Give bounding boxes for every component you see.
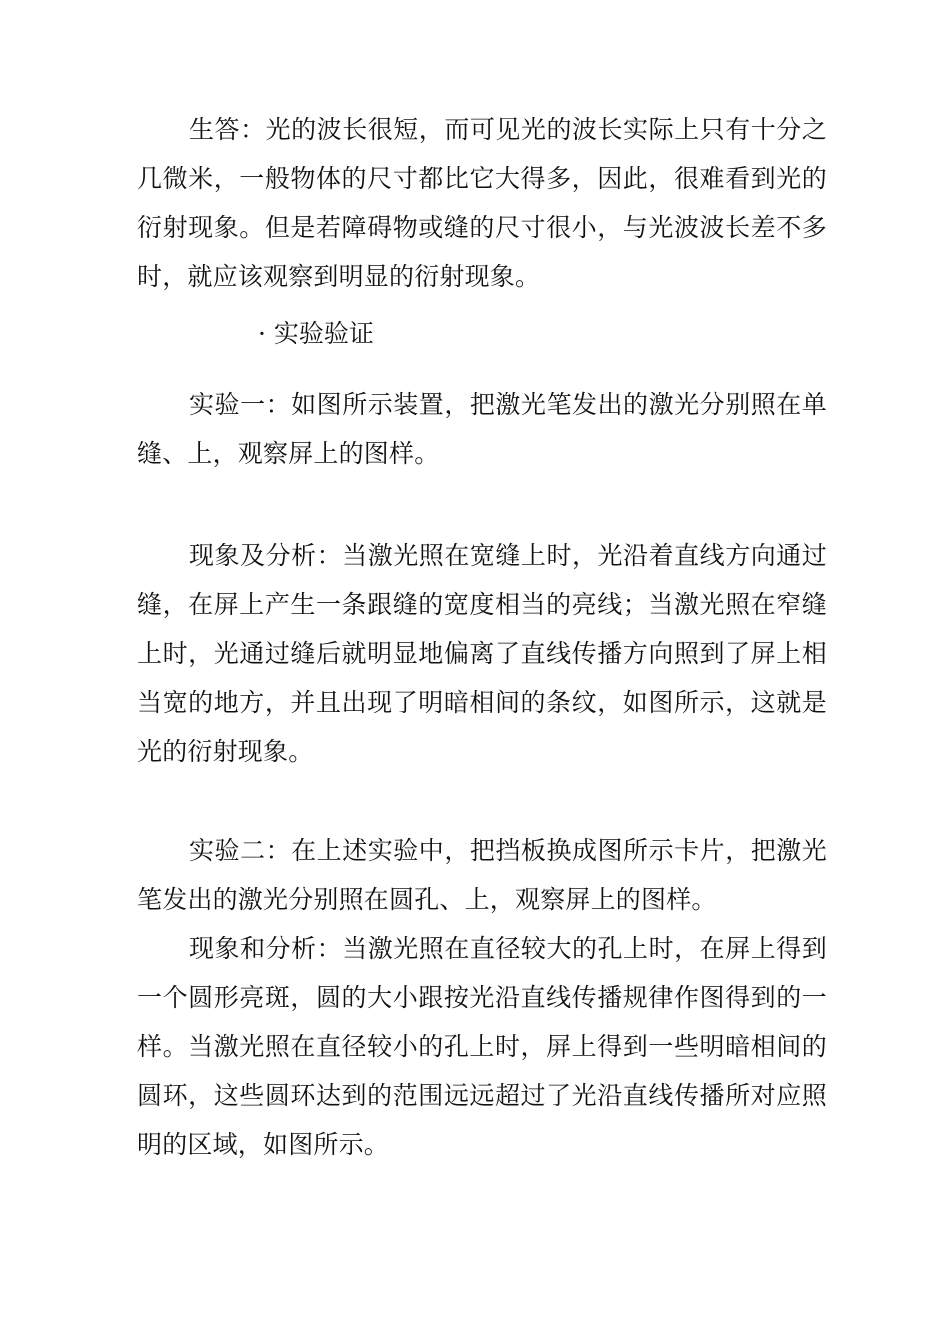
paragraph-experiment-one: 实验一：如图所示装置，把激光笔发出的激光分别照在单缝、上，观察屏上的图样。 [137, 390, 827, 468]
section-heading-experiment-verification: · 实验验证 [258, 319, 374, 348]
paragraph-experiment-two: 实验二：在上述实验中，把挡板换成图所示卡片，把激光笔发出的激光分别照在圆孔、上，观察屏上的图样。 [137, 836, 827, 914]
paragraph-phenomenon-analysis-two: 现象和分析：当激光照在直径较大的孔上时，在屏上得到一个圆形亮斑，圆的大小跟按光沿直线传播规律作图得到的一样。当激光照在直径较小的孔上时，屏上得到一些明暗相间的圆环，这些圆环达到的范围远远超过了光沿直线传播所对应照明的区域，如图所示。 [137, 934, 827, 1159]
paragraph-phenomenon-analysis-one: 现象及分析：当激光照在宽缝上时，光沿着直线方向通过缝，在屏上产生一条跟缝的宽度相当的亮线；当激光照在窄缝上时，光通过缝后就明显地偏离了直线传播方向照到了屏上相当宽的地方，并且出现了明暗相间的条纹，如图所示，这就是光的衍射现象。 [137, 541, 827, 766]
paragraph-student-answer: 生答：光的波长很短，而可见光的波长实际上只有十分之几微米，一般物体的尺寸都比它大得多，因此，很难看到光的衍射现象。但是若障碍物或缝的尺寸很小，与光波波长差不多时，就应该观察到明显的衍射现象。 [137, 115, 827, 291]
